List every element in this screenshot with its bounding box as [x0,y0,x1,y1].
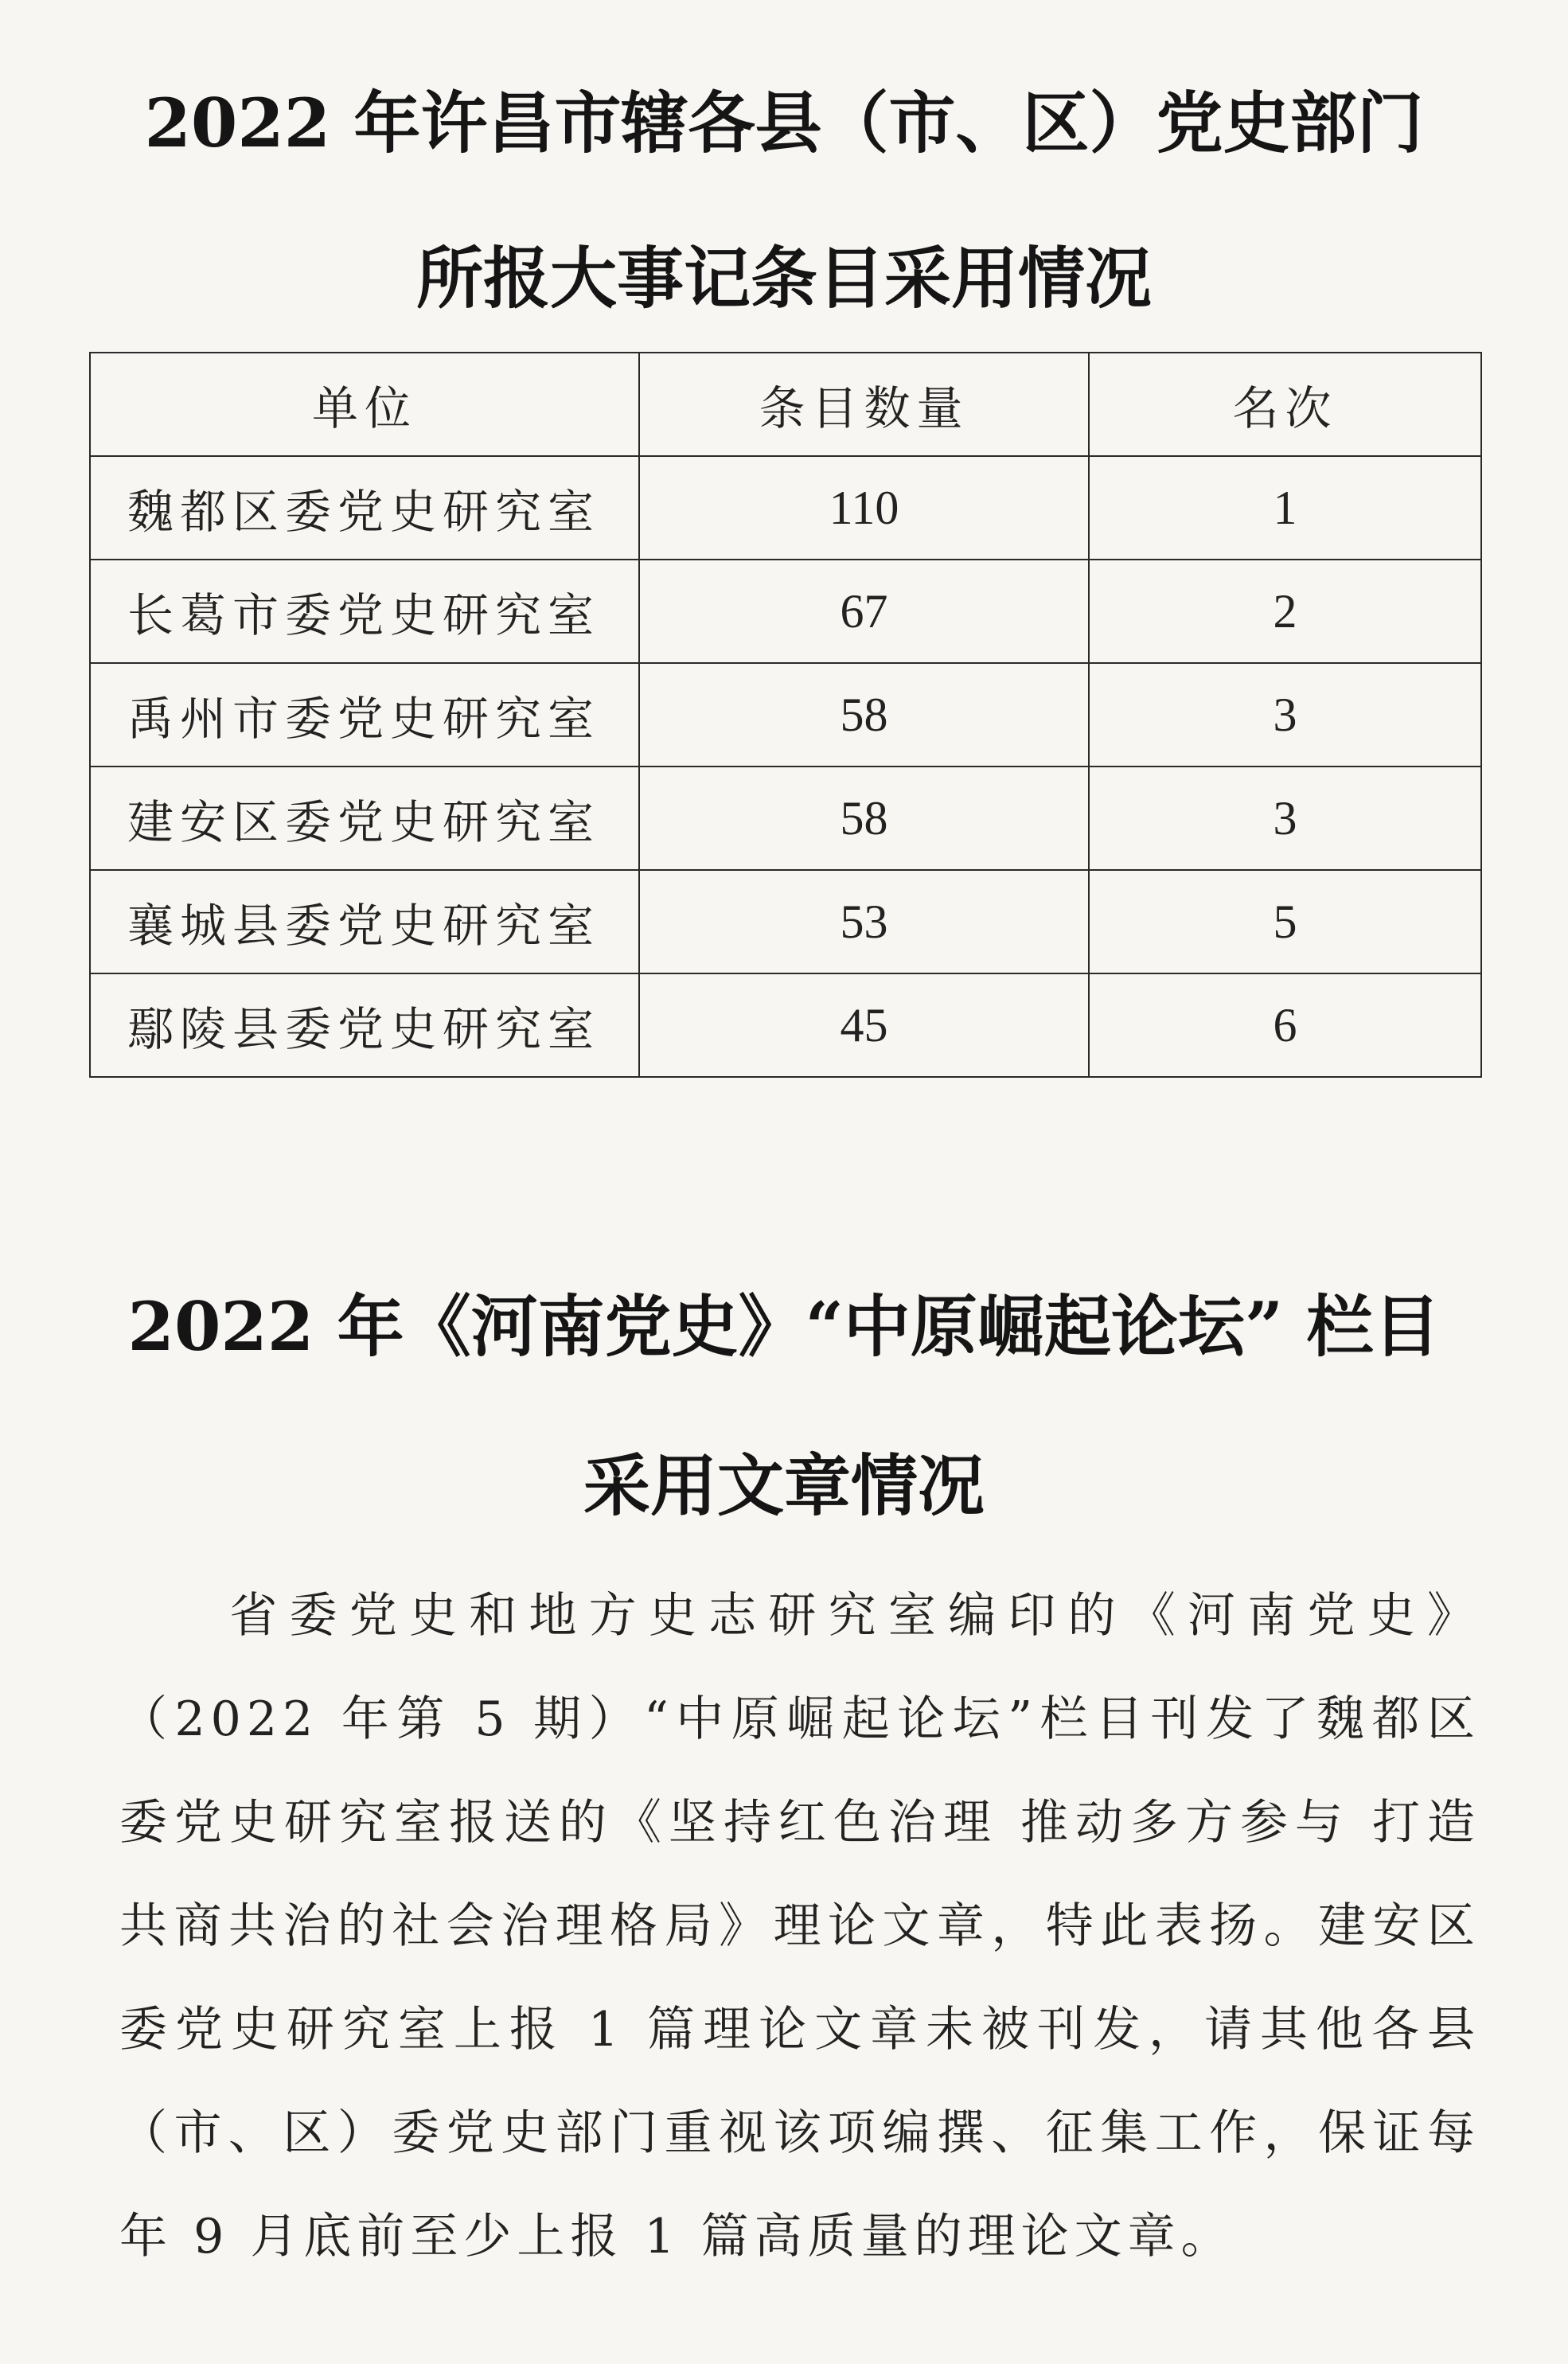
cell-count: 53 [639,870,1089,973]
table-row [90,456,1481,560]
cell-rank: 3 [1089,767,1481,870]
cell-count: 58 [639,663,1089,767]
header-unit: 单位 [90,353,639,456]
section1-title-line2: 所报大事记条目采用情况 [415,239,1152,318]
section2-paragraph [119,1564,1480,2288]
cell-unit: 建安区委党史研究室 [90,767,639,870]
section2-title-line2: 采用文章情况 [583,1446,985,1525]
cell-rank: 6 [1089,973,1481,1077]
cell-unit: 魏都区委党史研究室 [90,456,639,560]
table-row [90,560,1481,663]
table-row [90,870,1481,973]
cell-count: 67 [639,560,1089,663]
table-header-row [90,353,1481,456]
cell-rank: 2 [1089,560,1481,663]
cell-unit: 长葛市委党史研究室 [90,560,639,663]
table-row [90,973,1481,1077]
cell-count: 58 [639,767,1089,870]
cell-unit: 禹州市委党史研究室 [90,663,639,767]
cell-rank: 5 [1089,870,1481,973]
header-rank: 名次 [1089,353,1481,456]
ranking-table [89,352,1482,1078]
table-row [90,767,1481,870]
cell-unit: 襄城县委党史研究室 [90,870,639,973]
cell-count: 110 [639,456,1089,560]
paragraph-text: 省委党史和地方史志研究室编印的《河南党史》（2022 年第 5 期）“中原崛起论坛”栏目刊发了魏都区委党史研究室报送的《坚持红色治理 推动多方参与 打造共商共治的社会治理格局》理论文章，特此表扬。建安区委党史研究室上报 1 篇理论文章未被刊发，请其他各县（市、区）委党史部门重视该项编撰、征集工作，保证每年 9 月底前至少上报 1 篇高质量的理论文章。 [119,1588,1480,2265]
cell-rank: 3 [1089,663,1481,767]
cell-unit: 鄢陵县委党史研究室 [90,973,639,1077]
cell-count: 45 [639,973,1089,1077]
cell-rank: 1 [1089,456,1481,560]
section1-title-line1: 2022 年许昌市辖各县（市、区）党史部门 [144,84,1424,162]
table-row [90,663,1481,767]
header-count: 条目数量 [639,353,1089,456]
section2-title-line1: 2022 年《河南党史》“中原崛起论坛” 栏目 [127,1287,1441,1366]
